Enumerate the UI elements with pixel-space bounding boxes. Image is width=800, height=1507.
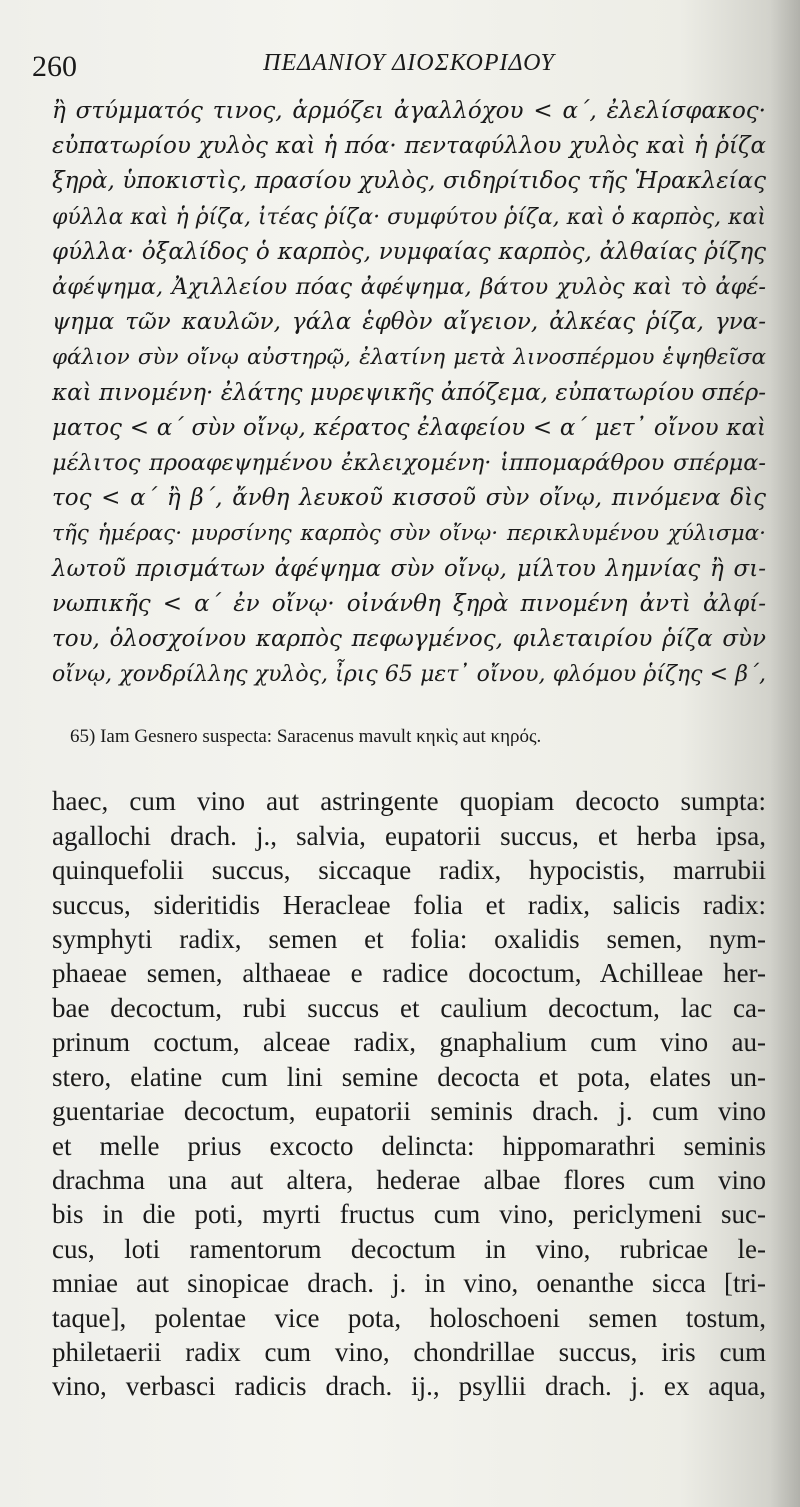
greek-line: ματος < α΄ σὺν οἴνῳ, κέρατος ἐλαφείου < α΄ μετ᾽ οἴνου καὶ <box>52 414 766 441</box>
greek-line: φύλλα καὶ ἡ ῥίζα, ἰτέας ῥίζα· συμφύτου ῥίζα, καὶ ὁ καρπὸς, καὶ <box>52 204 766 230</box>
greek-line: λωτοῦ πρισμάτων ἀφέψημα σὺν οἴνῳ, μίλτου λημνίας ἢ σι- <box>52 555 766 582</box>
greek-line: τος < α΄ ἢ β΄, ἄνθη λευκοῦ κισσοῦ σὺν οἴνῳ, πινόμενα δὶς <box>52 485 766 512</box>
latin-line: et melle prius excocto delincta: hippomarathri seminis <box>52 1130 766 1161</box>
greek-line: ἀφέψημα, Ἀχιλλείου πόας ἀφέψημα, βάτου χυλὸς καὶ τὸ ἀφέ- <box>52 274 766 301</box>
latin-line: philetaerii radix cum vino, chondrillae succus, iris cum <box>52 1336 766 1367</box>
greek-line: νωπικῆς < α΄ ἐν οἴνῳ· οἰνάνθη ξηρὰ πινομένη ἀντὶ ἀλφί- <box>52 590 766 617</box>
greek-line: του, ὁλοσχοίνου καρπὸς πεφωγμένος, φιλεταιρίου ῥίζα σὺν <box>52 626 766 653</box>
latin-text-block <box>52 784 766 1403</box>
greek-line: φάλιον σὺν οἴνῳ αὐστηρῷ, ἐλατίνη μετὰ λινοσπέρμου ἑψηθεῖσα <box>52 345 766 371</box>
page-number: 260 <box>32 50 77 83</box>
greek-line: ψημα τῶν καυλῶν, γάλα ἑφθὸν αἴγειον, ἀλκέας ῥίζα, γνα- <box>52 309 766 336</box>
latin-line: bae decoctum, rubi succus et caulium decoctum, lac ca- <box>52 992 766 1023</box>
greek-text-block <box>52 94 766 692</box>
latin-line: symphyti radix, semen et folia: oxalidis semen, nym- <box>52 924 766 955</box>
latin-line: stero, elatine cum lini semine decocta et pota, elates un- <box>52 1061 766 1092</box>
latin-line: drachma una aut altera, hederae albae flores cum vino <box>52 1164 766 1195</box>
latin-line: succus, sideritidis Heracleae folia et radix, salicis radix: <box>52 889 766 920</box>
latin-line: phaeae semen, althaeae e radice dococtum, Achilleae her- <box>52 958 766 989</box>
latin-line: cus, loti ramentorum decoctum in vino, rubricae le- <box>52 1233 766 1264</box>
page-edge-shadow <box>770 0 800 1507</box>
latin-line: agallochi drach. j., salvia, eupatorii succus, et herba ipsa, <box>52 820 766 851</box>
latin-line: quinquefolii succus, siccaque radix, hypocistis, marrubii <box>52 855 766 886</box>
latin-line: guentariae decoctum, eupatorii seminis drach. j. cum vino <box>52 1096 766 1127</box>
latin-line: prinum coctum, alceae radix, gnaphalium cum vino au- <box>52 1027 766 1058</box>
page-header <box>32 42 766 94</box>
greek-line: ἢ στύμματός τινος, ἁρμόζει ἀγαλλόχου < α΄, ἐλελίσφακος· <box>52 98 766 124</box>
greek-line: εὐπατωρίου χυλὸς καὶ ἡ πόα· πενταφύλλου χυλὸς καὶ ἡ ῥίζα <box>52 133 766 160</box>
greek-line: καὶ πινομένη· ἐλάτης μυρεψικῆς ἀπόζεμα, εὐπατωρίου σπέρ- <box>52 379 766 406</box>
greek-line: ξηρὰ, ὑποκιστὶς, πρασίου χυλὸς, σιδηρίτιδος τῆς Ἡρακλείας <box>52 168 766 195</box>
latin-line: mniae aut sinopicae drach. j. in vino, oenanthe sicca [tri- <box>52 1268 766 1299</box>
greek-line: φύλλα· ὀξαλίδος ὁ καρπὸς, νυμφαίας καρπὸς, ἀλθαίας ῥίζης <box>52 238 766 265</box>
latin-line: taque], polentae vice pota, holoschoeni semen tostum, <box>52 1302 766 1333</box>
greek-line: μέλιτος προαφεψημένου ἐκλειχομένη· ἱππομαράθρου σπέρμα- <box>52 450 766 477</box>
latin-line: vino, verbasci radicis drach. ij., psyllii drach. j. ex aqua, <box>52 1371 766 1402</box>
greek-line: οἴνῳ, χονδρίλλης χυλὸς, ἶρις 65 μετ᾽ οἴνου, φλόμου ῥίζης < β΄, <box>52 662 766 688</box>
greek-line: τῆς ἡμέρας· μυρσίνης καρπὸς σὺν οἴνῳ· περικλυμένου χύλισμα· <box>52 521 766 547</box>
latin-line: bis in die poti, myrti fructus cum vino, periclymeni suc- <box>52 1199 766 1230</box>
running-title: ΠΕΔΑΝΙΟΥ ΔΙΟΣΚΟΡΙΔΟΥ <box>263 50 555 76</box>
footnote: 65) Iam Gesnero suspecta: Saracenus mavult κηκὶς aut κηρός. <box>70 726 542 748</box>
latin-line: haec, cum vino aut astringente quopiam decocto sumpta: <box>52 786 766 817</box>
